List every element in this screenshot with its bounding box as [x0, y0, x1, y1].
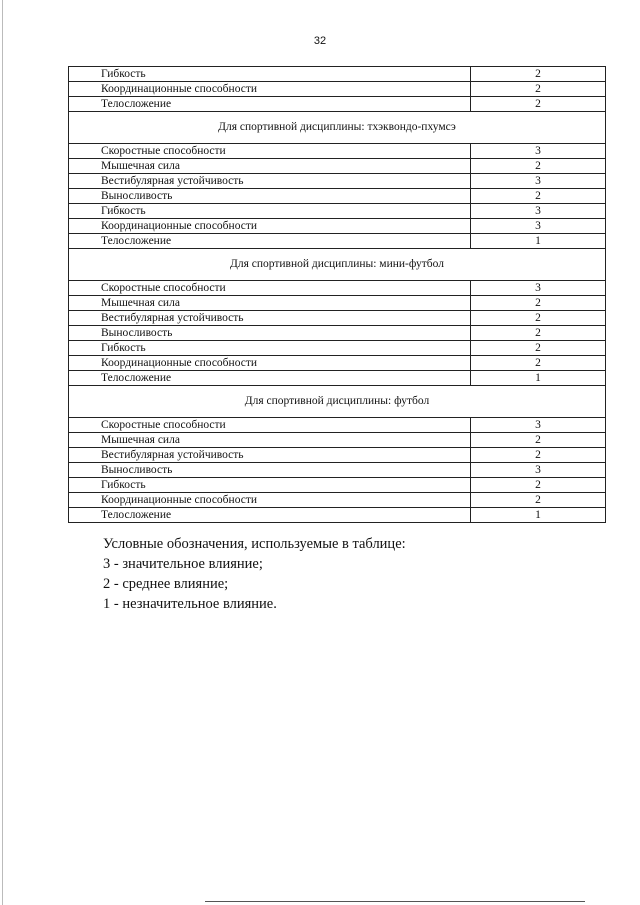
factor-value: 3 — [471, 204, 606, 219]
factor-label: Координационные способности — [69, 219, 471, 234]
table-row — [69, 144, 606, 159]
factor-label: Координационные способности — [69, 493, 471, 508]
factor-value: 2 — [471, 67, 606, 82]
factor-label: Вестибулярная устойчивость — [69, 174, 471, 189]
table-row — [69, 67, 606, 82]
factor-value: 2 — [471, 159, 606, 174]
table-row — [69, 204, 606, 219]
section-header-row — [69, 386, 606, 418]
factor-value: 2 — [471, 97, 606, 112]
factor-value: 2 — [471, 82, 606, 97]
table-row — [69, 326, 606, 341]
section-title: Для спортивной дисциплины: тхэквондо-пхумсэ — [69, 112, 606, 144]
factor-table-container — [68, 66, 606, 523]
table-row — [69, 189, 606, 204]
legend — [103, 534, 406, 614]
factor-value: 2 — [471, 493, 606, 508]
table-row — [69, 478, 606, 493]
table-row — [69, 296, 606, 311]
factor-value: 1 — [471, 371, 606, 386]
factor-label: Координационные способности — [69, 82, 471, 97]
factor-label: Гибкость — [69, 67, 471, 82]
factor-label: Мышечная сила — [69, 296, 471, 311]
factor-label: Скоростные способности — [69, 144, 471, 159]
table-row — [69, 341, 606, 356]
table-row — [69, 493, 606, 508]
factor-value: 3 — [471, 174, 606, 189]
factor-label: Скоростные способности — [69, 281, 471, 296]
factor-label: Телосложение — [69, 371, 471, 386]
table-row — [69, 82, 606, 97]
factor-label: Гибкость — [69, 204, 471, 219]
factor-label: Мышечная сила — [69, 433, 471, 448]
factor-label: Телосложение — [69, 234, 471, 249]
factor-label: Гибкость — [69, 478, 471, 493]
legend-heading: Условные обозначения, используемые в таблице: — [103, 536, 406, 552]
factor-label: Телосложение — [69, 97, 471, 112]
factor-value: 2 — [471, 433, 606, 448]
factor-value: 2 — [471, 326, 606, 341]
table-row — [69, 281, 606, 296]
page-edge — [2, 0, 3, 905]
factor-value: 3 — [471, 418, 606, 433]
factor-label: Вестибулярная устойчивость — [69, 311, 471, 326]
factor-label: Вестибулярная устойчивость — [69, 448, 471, 463]
table-row — [69, 433, 606, 448]
section-title: Для спортивной дисциплины: мини-футбол — [69, 249, 606, 281]
section-header-row — [69, 249, 606, 281]
factor-label: Выносливость — [69, 326, 471, 341]
scan-edge-line — [205, 901, 585, 902]
factor-value: 2 — [471, 356, 606, 371]
factor-value: 1 — [471, 508, 606, 523]
table-row — [69, 97, 606, 112]
factor-value: 3 — [471, 219, 606, 234]
legend-item: 1 - незначительное влияние. — [103, 596, 277, 612]
table-row — [69, 356, 606, 371]
factor-label: Гибкость — [69, 341, 471, 356]
factor-influence-table — [68, 66, 606, 523]
factor-value: 2 — [471, 478, 606, 493]
factor-label: Мышечная сила — [69, 159, 471, 174]
table-row — [69, 448, 606, 463]
factor-value: 3 — [471, 144, 606, 159]
table-row — [69, 371, 606, 386]
table-row — [69, 418, 606, 433]
table-row — [69, 508, 606, 523]
factor-value: 1 — [471, 234, 606, 249]
factor-value: 2 — [471, 448, 606, 463]
section-header-row — [69, 112, 606, 144]
factor-label: Координационные способности — [69, 356, 471, 371]
factor-label: Выносливость — [69, 189, 471, 204]
factor-label: Скоростные способности — [69, 418, 471, 433]
table-row — [69, 219, 606, 234]
section-title: Для спортивной дисциплины: футбол — [69, 386, 606, 418]
factor-label: Выносливость — [69, 463, 471, 478]
table-row — [69, 311, 606, 326]
factor-value: 2 — [471, 341, 606, 356]
factor-label: Телосложение — [69, 508, 471, 523]
factor-value: 2 — [471, 189, 606, 204]
factor-value: 3 — [471, 281, 606, 296]
table-row — [69, 159, 606, 174]
table-row — [69, 234, 606, 249]
table-row — [69, 463, 606, 478]
factor-value: 2 — [471, 296, 606, 311]
factor-value: 3 — [471, 463, 606, 478]
factor-value: 2 — [471, 311, 606, 326]
legend-item: 2 - среднее влияние; — [103, 576, 229, 592]
page-number: 32 — [313, 35, 327, 47]
table-row — [69, 174, 606, 189]
legend-item: 3 - значительное влияние; — [103, 556, 263, 572]
